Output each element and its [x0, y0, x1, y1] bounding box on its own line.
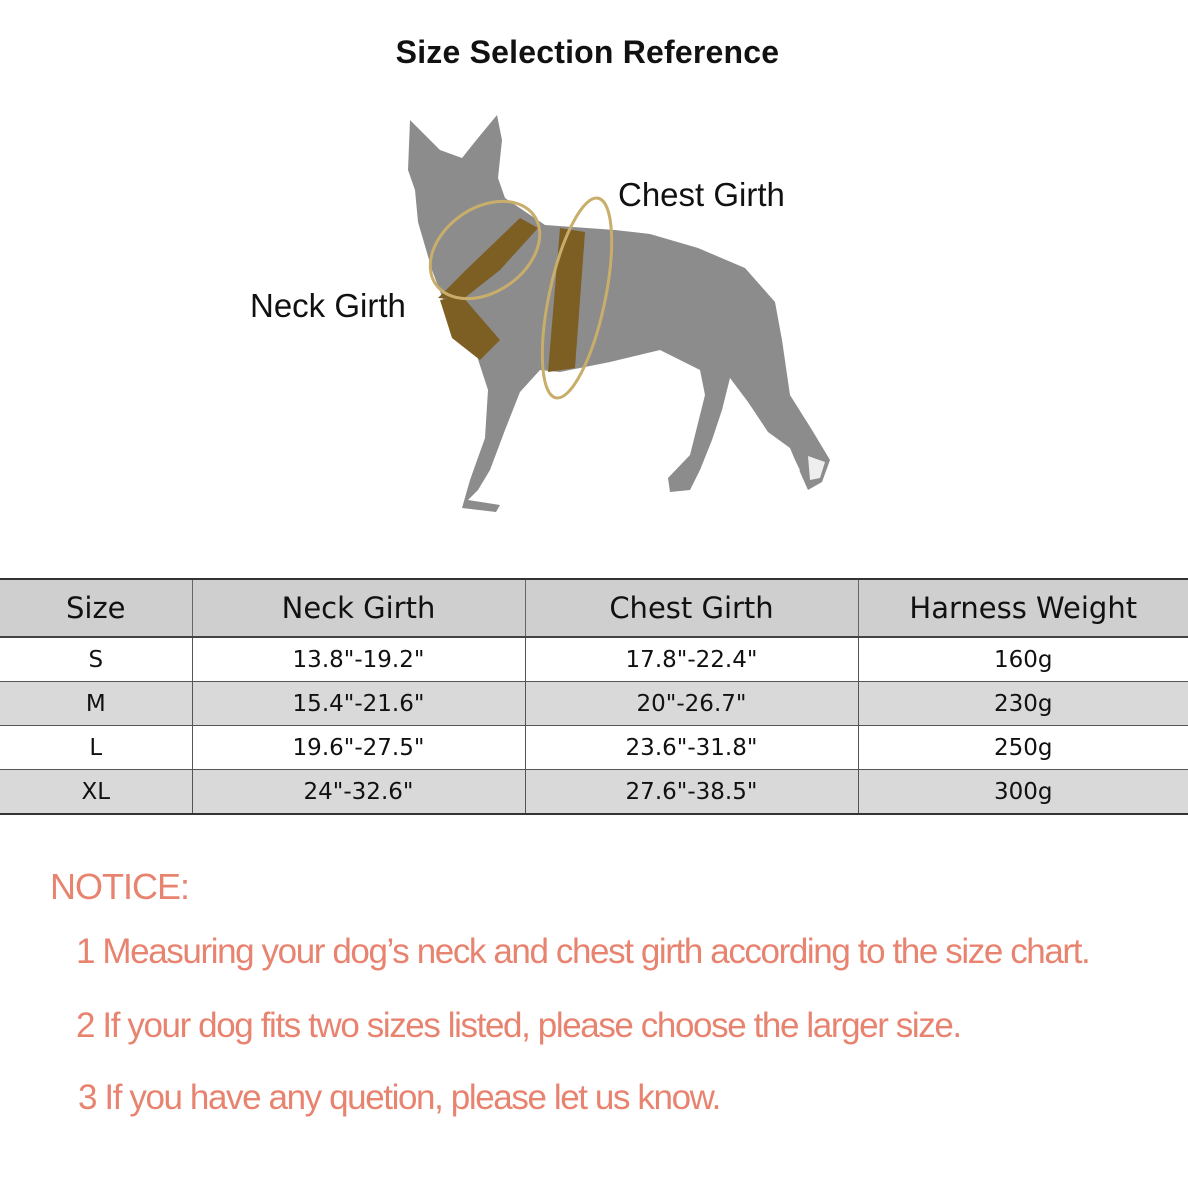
header-size: Size: [0, 579, 192, 637]
table-row: [0, 637, 1188, 682]
cell-chest-girth: 27.6"-38.5": [525, 770, 858, 815]
header-chest-girth: Chest Girth: [525, 579, 858, 637]
cell-weight: 300g: [858, 770, 1188, 815]
cell-weight: 160g: [858, 637, 1188, 682]
cell-size: M: [0, 682, 192, 726]
table-header-row: [0, 579, 1188, 637]
cell-neck-girth: 24"-32.6": [192, 770, 525, 815]
table-row: [0, 770, 1188, 815]
neck-girth-label: Neck Girth: [250, 287, 406, 324]
cell-size: XL: [0, 770, 192, 815]
cell-weight: 250g: [858, 726, 1188, 770]
dog-diagram: [0, 0, 1188, 540]
cell-chest-girth: 23.6"-31.8": [525, 726, 858, 770]
chest-girth-label: Chest Girth: [618, 176, 785, 213]
header-neck-girth: Neck Girth: [192, 579, 525, 637]
cell-neck-girth: 15.4"-21.6": [192, 682, 525, 726]
table-row: [0, 682, 1188, 726]
notice-item-3: 3 If you have any quetion, please let us know.: [78, 1078, 720, 1117]
cell-neck-girth: 19.6"-27.5": [192, 726, 525, 770]
cell-chest-girth: 17.8"-22.4": [525, 637, 858, 682]
notice-title: NOTICE:: [50, 866, 190, 907]
size-table: [0, 578, 1188, 815]
notice-item-1: 1 Measuring your dog’s neck and chest girth according to the size chart.: [76, 932, 1090, 971]
cell-size: L: [0, 726, 192, 770]
cell-neck-girth: 13.8"-19.2": [192, 637, 525, 682]
cell-chest-girth: 20"-26.7": [525, 682, 858, 726]
notice-item-2: 2 If your dog fits two sizes listed, please choose the larger size.: [76, 1006, 961, 1045]
header-harness-weight: Harness Weight: [858, 579, 1188, 637]
cell-size: S: [0, 637, 192, 682]
table-row: [0, 726, 1188, 770]
cell-weight: 230g: [858, 682, 1188, 726]
page-title: Size Selection Reference: [395, 34, 780, 70]
